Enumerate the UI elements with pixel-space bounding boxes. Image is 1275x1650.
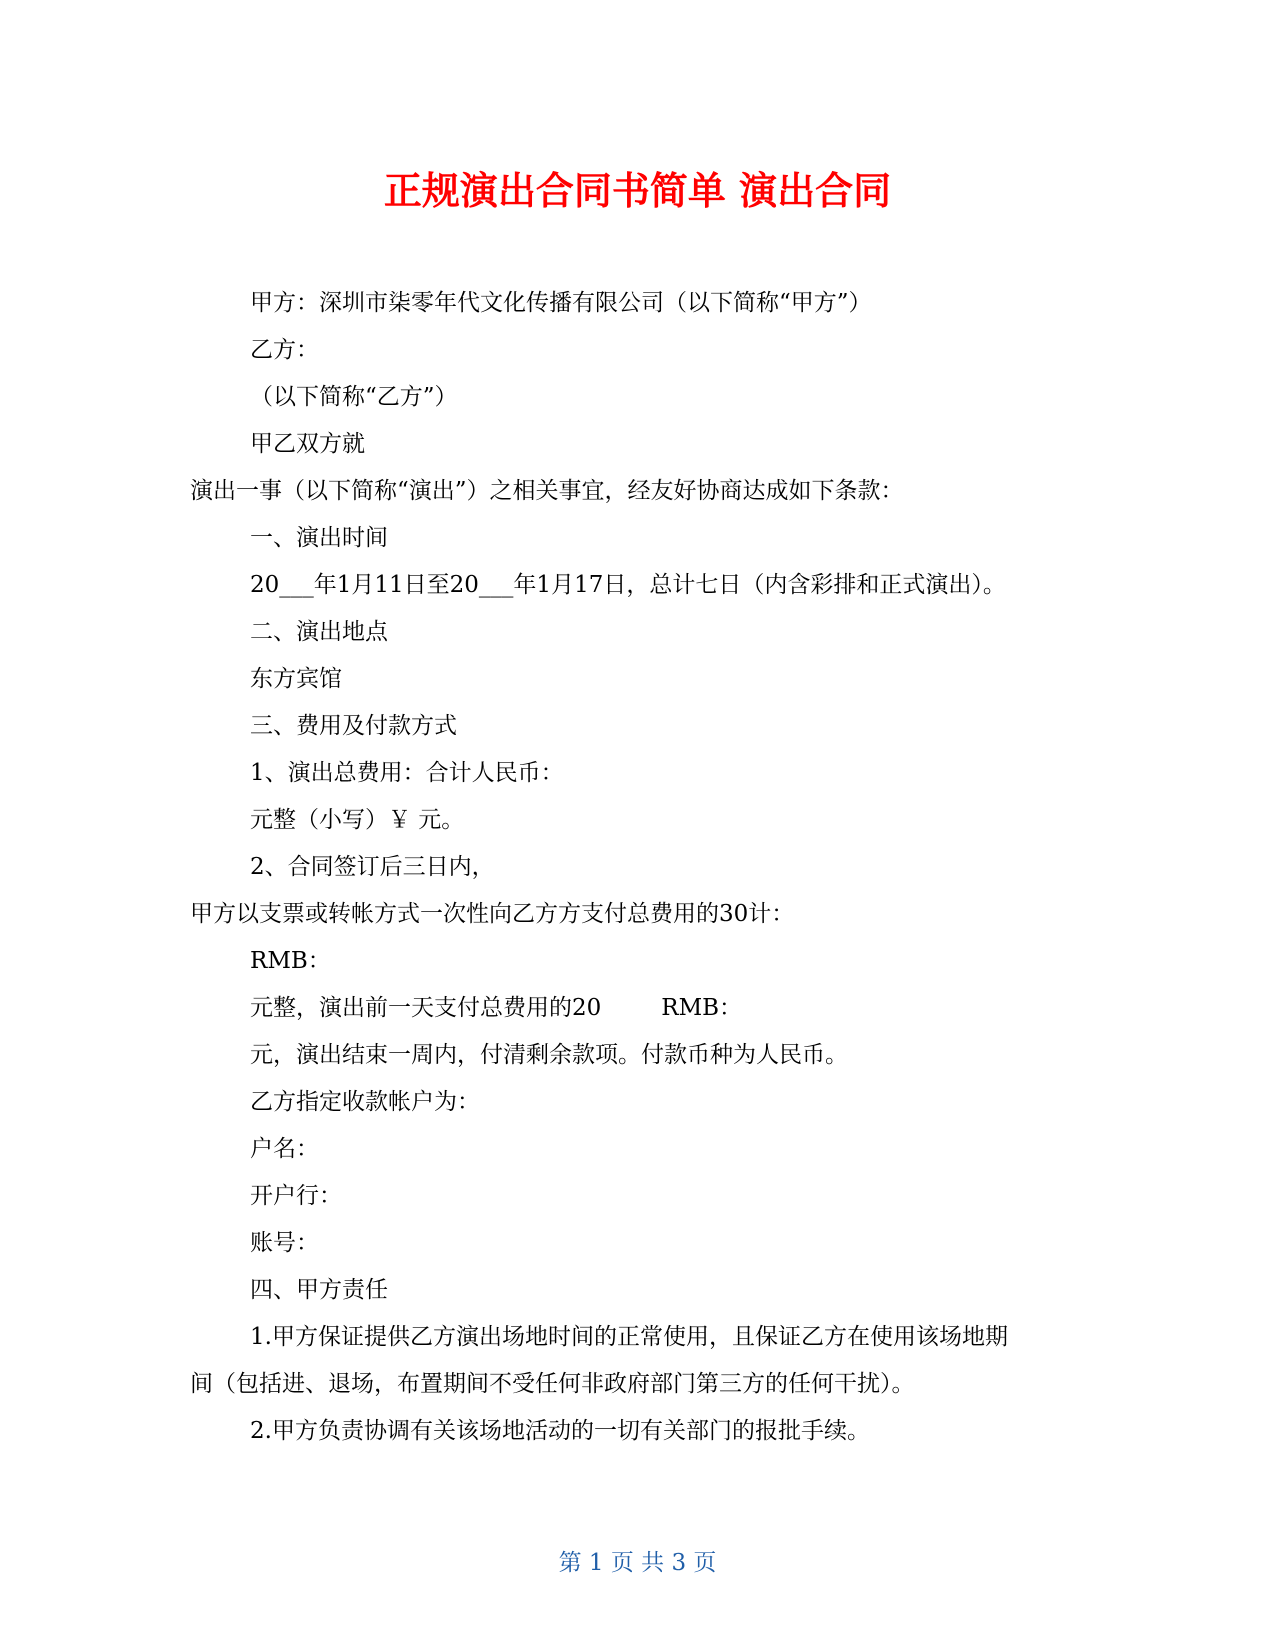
- performance-dates: 20___年1月11日至20___年1月17日，总计七日（内含彩排和正式演出）。: [250, 572, 1006, 598]
- total-fee-line: 1、演出总费用：合计人民币：: [250, 760, 564, 786]
- section-heading-location: 二、演出地点: [250, 619, 388, 645]
- payment-term-line: 2、合同签订后三日内，: [250, 854, 495, 880]
- paragraph-line: 演出一事（以下简称“演出”）之相关事宜，经友好协商达成如下条款：: [190, 478, 904, 504]
- account-heading: 乙方指定收款帐户为：: [250, 1089, 480, 1115]
- party-b-alias-line: （以下简称“乙方”）: [250, 384, 458, 410]
- account-name-line: 户名：: [250, 1136, 319, 1162]
- section-heading-fees: 三、费用及付款方式: [250, 713, 457, 739]
- account-number-line: 账号：: [250, 1230, 319, 1256]
- duty-clause-line: 1.甲方保证提供乙方演出场地时间的正常使用，且保证乙方在使用该场地期: [250, 1324, 1008, 1350]
- payment-term-line: 甲方以支票或转帐方式一次性向乙方方支付总费用的30计：: [190, 901, 795, 927]
- party-b-line: 乙方：: [250, 337, 319, 363]
- party-a-line: 甲方：深圳市柒零年代文化传播有限公司（以下简称“甲方”）: [250, 290, 872, 316]
- page-number-footer: 第 1 页 共 3 页: [558, 1550, 717, 1576]
- document-title: 正规演出合同书简单 演出合同: [383, 169, 892, 213]
- paragraph-line: 甲乙双方就: [250, 431, 365, 457]
- section-heading-party-a-duties: 四、甲方责任: [250, 1277, 388, 1303]
- rmb-line: RMB：: [250, 948, 331, 974]
- section-heading-time: 一、演出时间: [250, 525, 388, 551]
- payment-term-text: 元整，演出前一天支付总费用的20: [250, 995, 602, 1021]
- rmb-label: RMB：: [661, 995, 743, 1021]
- fee-amount-line: 元整（小写）￥ 元。: [250, 807, 465, 833]
- bank-line: 开户行：: [250, 1183, 342, 1209]
- duty-clause-line: 间（包括进、退场，布置期间不受任何非政府部门第三方的任何干扰）。: [190, 1371, 915, 1397]
- payment-term-line: 元，演出结束一周内，付清剩余款项。付款币种为人民币。: [250, 1042, 848, 1068]
- payment-term-line: [250, 993, 742, 1023]
- duty-clause-line: 2.甲方负责协调有关该场地活动的一切有关部门的报批手续。: [250, 1418, 870, 1444]
- performance-venue: 东方宾馆: [250, 666, 342, 692]
